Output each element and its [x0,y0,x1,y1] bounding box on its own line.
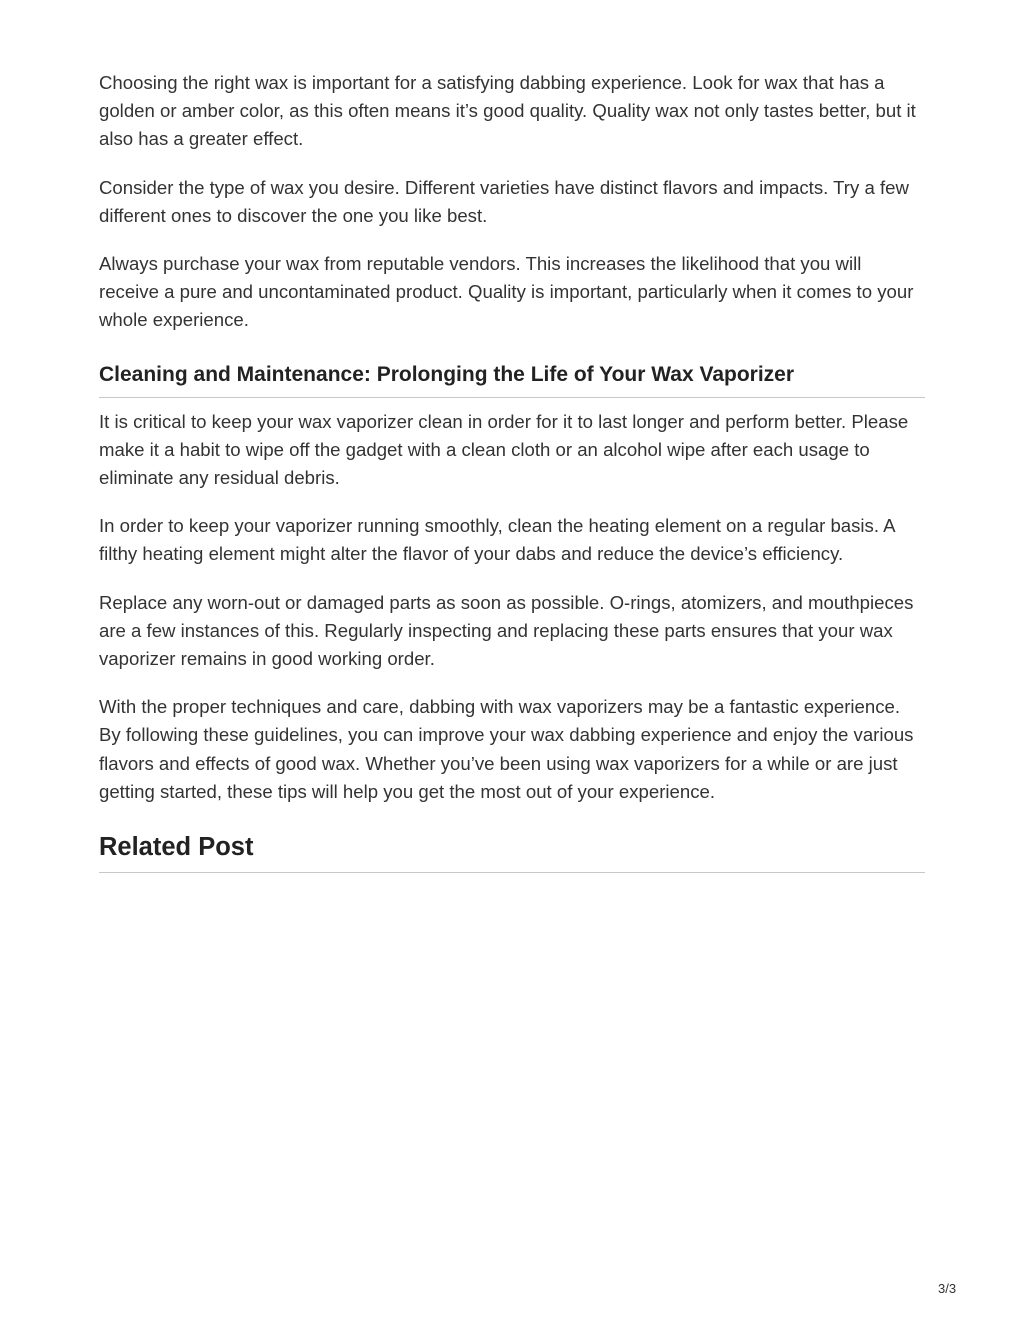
paragraph-wax-color: Choosing the right wax is important for a satisfying dabbing experience. Look for wax that has a golden or amber color, as this often means it’s good quality. Quality wax not only tastes better, but it also has a greater effect. [99,72,916,150]
paragraph-keep-clean: It is critical to keep your wax vaporizer clean in order for it to last longer and perform better. Please make it a habit to wipe off the gadget with a clean cloth or an alcohol wipe after each usage to eliminate any residual debris. [99,410,909,489]
related-post-heading: Related Post [99,830,925,873]
paragraph-replace-parts: Replace any worn-out or damaged parts as soon as possible. O-rings, atomizers, and mouthpieces are a few instances of this. Regularly inspecting and replacing these parts ensures that your wax vaporizer remains in good working order. [99,591,914,670]
paragraph-reputable-vendors: Always purchase your wax from reputable vendors. This increases the likelihood that you will receive a pure and uncontaminated product. Quality is important, particularly when it comes to your whole experience. [99,253,914,331]
paragraph-wax-type: Consider the type of wax you desire. Different varieties have distinct flavors and impacts. Try a few different ones to discover the one you like best. [99,176,909,226]
section-heading-cleaning: Cleaning and Maintenance: Prolonging the Life of Your Wax Vaporizer [99,361,925,398]
paragraph-heating-element: In order to keep your vaporizer running smoothly, clean the heating element on a regular basis. A filthy heating element might alter the flavor of your dabs and reduce the device’s efficiency. [99,515,895,565]
paragraph-conclusion: With the proper techniques and care, dabbing with wax vaporizers may be a fantastic experience. By following these guidelines, you can improve your wax dabbing experience and enjoy the various flavors and effects of good wax. Whether you’ve been using wax vaporizers for a while or are just getting started, these tips will help you get the most out of your experience. [99,696,914,802]
article-body [99,69,925,873]
page-number: 3/3 [938,1281,957,1296]
